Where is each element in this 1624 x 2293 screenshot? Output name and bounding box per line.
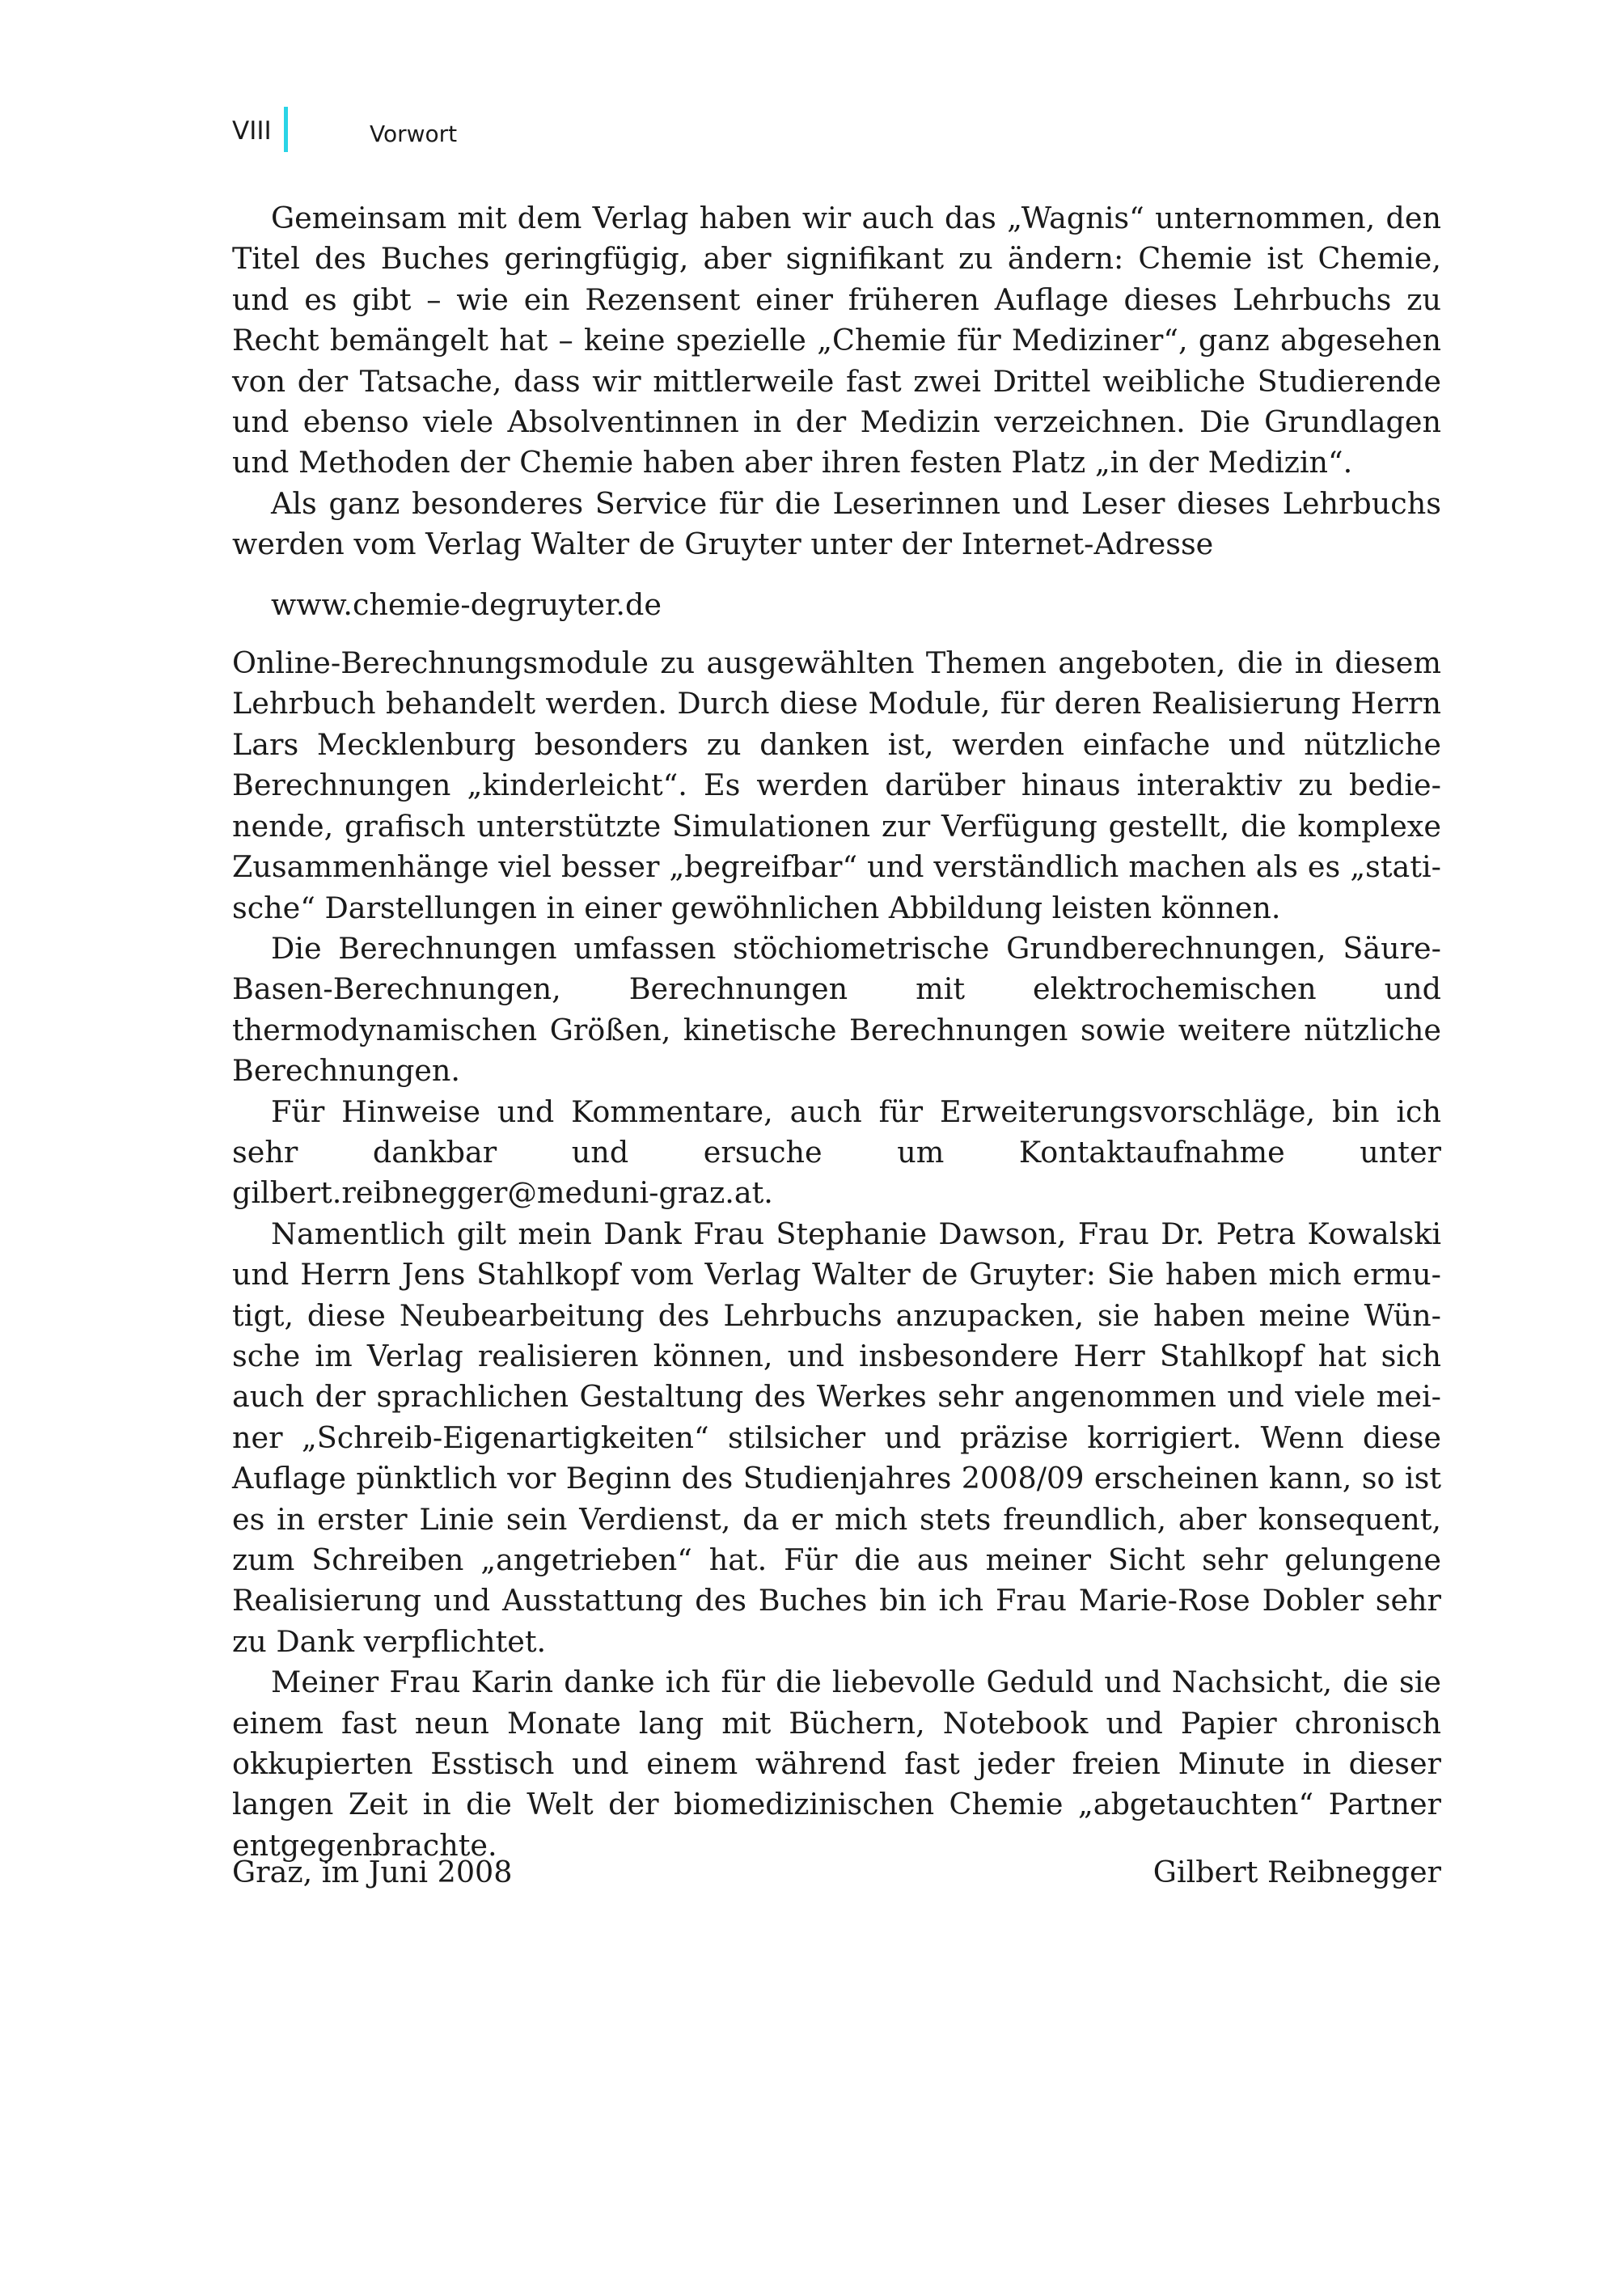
paragraph-calculations: Die Berechnungen umfassen stöchiometrische Grundberechnungen, Säure-Basen-Berechnungen, Berechnungen mit elektrochemischen und thermodynamischen Größen, kinetische Berechnungen sowie weitere nützliche Berechnungen. xyxy=(232,930,1441,1089)
running-title: Vorwort xyxy=(370,121,458,147)
paragraph-contact: Für Hinweise und Kommentare, auch für Erweiterungsvorschläge, bin ich sehr dankbar und ersuche um Kontaktaufnahme unter gilbert.reibnegger@meduni-graz.at. xyxy=(232,1094,1441,1211)
paragraph-family-thanks: Meiner Frau Karin danke ich für die liebevolle Geduld und Nachsicht, die sie einem fast neun Monate lang mit Büchern, Notebook und Papier chronisch okkupierten Esstisch und einem während fast jeder freien Minute in dieser langen Zeit in die Welt der biomedizinischen Chemie „abgetauchten“ Partner entgegenbrachte. xyxy=(232,1665,1441,1863)
paragraph-acknowledgements: Namentlich gilt mein Dank Frau Stephanie Dawson, Frau Dr. Petra Kowalski und Herrn Jens Stahlkopf vom Verlag Walter de Gruyter: Sie haben mich ermutigt, diese Neubearbeitung des Lehrbuchs anzupacken, sie haben meine Wünsche im Verlag realisieren können, und insbesondere Herr Stahlkopf hat sich auch der sprachlichen Gestaltung des Werkes sehr angenommen und viele meiner „Schreib-Eigenartigkeiten“ stilsicher und präzise korrigiert. Wenn diese Auflage pünktlich vor Beginn des Studienjahres 2008/09 erscheinen kann, so ist es in erster Linie sein Verdienst, da er mich stets freundlich, aber konsequent, zum Schreiben „angetrieben“ hat. Für die aus meiner Sicht sehr gelungene Realisierung und Ausstattung des Buches bin ich Frau Marie-Rose Dobler sehr zu Dank verpflichtet. xyxy=(232,1216,1441,1659)
page-header xyxy=(232,107,1445,155)
website-url: www.chemie-degruyter.de xyxy=(271,586,662,622)
paragraph-title-change: Gemeinsam mit dem Verlag haben wir auch das „Wagnis“ unternommen, den Titel des Buches geringfügig, aber signifikant zu ändern: Chemie ist Chemie, und es gibt – wie ein Rezensent einer früheren Auflage dieses Lehrbuchs zu Recht bemängelt hat – keine spezielle „Chemie für Mediziner“, ganz abgesehen von der Tatsache, dass wir mittlerweile fast zwei Drittel weibliche Studierende und ebenso viele Absolventinnen in der Medizin verzeichnen. Die Grundlagen und Methoden der Chemie haben aber ihren festen Platz „in der Medizin“. xyxy=(232,201,1441,480)
author-name: Gilbert Reibnegger xyxy=(1152,1855,1441,1889)
paragraph-online-modules: Online-Berechnungsmodule zu ausgewählten Themen angeboten, die in diesem Lehrbuch behandelt werden. Durch diese Module, für deren Realisierung Herrn Lars Mecklenburg besonders zu danken ist, werden einfache und nützliche Berechnungen „kinderleicht“. Es werden darüber hinaus interaktiv zu bedienende, grafisch unterstützte Simulationen zur Verfügung gestellt, die komplexe Zusammenhänge viel besser „begreifbar“ und verständlich machen als es „statische“ Darstellungen in einer gewöhnlichen Abbildung leisten können. xyxy=(232,645,1441,925)
paragraph-online-service: Als ganz besonderes Service für die Leserinnen und Leser dieses Lehrbuchs werden vom Verlag Walter de Gruyter unter der Internet-Adresse xyxy=(232,485,1441,562)
body-text xyxy=(232,198,1441,1866)
signature-line xyxy=(232,1852,1441,1893)
header-accent-rule xyxy=(284,107,288,152)
page-number: VIII xyxy=(232,116,272,146)
place-date: Graz, im Juni 2008 xyxy=(232,1855,513,1889)
